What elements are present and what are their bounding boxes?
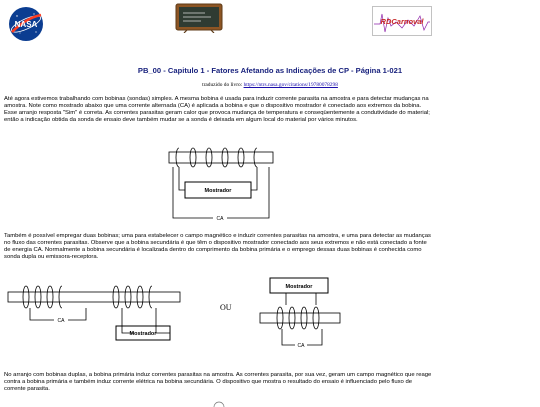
nasa-logo[interactable] [8, 6, 44, 42]
dual-coil-diagram-b [258, 275, 342, 353]
display-label: Mostrador [129, 331, 157, 337]
ac-source-label: CA [297, 343, 305, 349]
source-link[interactable]: https://ntrs.nasa.gov/citations/19780078298 [243, 82, 338, 88]
chalkboard-icon[interactable] [175, 3, 223, 33]
translation-prefix: traduzido do livro: [202, 82, 243, 88]
dual-coil-diagram-a [6, 278, 182, 344]
partial-footer-icon [212, 399, 226, 407]
rdcarnoval-logo[interactable] [372, 6, 432, 36]
ac-source-label: CA [216, 216, 224, 222]
translation-note [0, 82, 540, 88]
rdcarnoval-logo-text: RDCarnoval [380, 17, 424, 26]
single-coil-diagram [165, 140, 277, 222]
ac-source-label: CA [57, 318, 65, 324]
or-separator: OU [220, 303, 232, 312]
paragraph-3: No arranjo com bobinas duplas, a bobina primária induz correntes parasitas na amostra. As correntes parasita, por sua vez, geram um campo magnético que reage contra a bobina primária e também induz corrente elétrica na bobina secundária. O dispositivo que mostra o resultado do ensaio é influenciado pelo fluxo de corrente parasita. [4, 372, 432, 392]
paragraph-1: Até agora estivemos trabalhando com bobinas (sondas) simples. A mesma bobina é usada para induzir corrente parasita na amostra e para detectar mudanças na amostra. Note como mostrado abaixo que uma corrente alternada (CA) é aplicada a bobina e que o dispositivo mostrador é conectado aos extremos da bobina. Esse arranjo resposta "Sim" é correta. As correntes parasitas geram calor que provoca mudança de temperatura e conseqüentemente a condutividade do material; então a indicação obtida da sonda de ensaio deve também mudar se a sonda é deixada em algum local do material por vários minutos. [4, 96, 430, 123]
display-label: Mostrador [204, 188, 232, 194]
display-label: Mostrador [285, 284, 313, 290]
page-title: PB_00 - Capitulo 1 - Fatores Afetando as Indicações de CP - Página 1-021 [137, 66, 403, 75]
page-header [0, 0, 540, 48]
paragraph-2: Também é possível empregar duas bobinas; uma para estabelecer o campo magnético e induzir correntes parasitas na amostra, e uma para detectar as mudanças no fluxo das correntes parasitas. Observe que a bobina secundária é que têm o dispositivo mostrador conectado aos seus extremos e não está conectado a fonte de energia CA. Normalmente a bobina secundária é localizada dentro do comprimento da bobina primária e o emprego dessas duas bobinas é conhecida como sonda dupla ou emissora-receptora. [4, 233, 431, 260]
nasa-logo-text: NASA [14, 20, 38, 29]
